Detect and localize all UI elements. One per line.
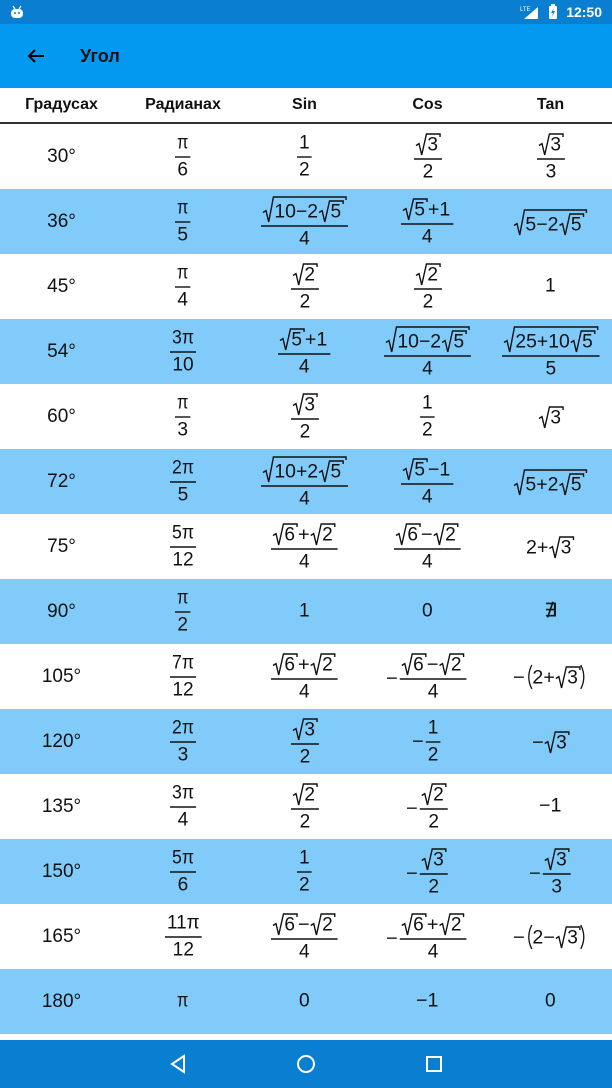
svg-text:10−2: 10−2 bbox=[274, 200, 319, 222]
svg-text:10: 10 bbox=[171, 353, 194, 375]
svg-text:4: 4 bbox=[421, 485, 433, 507]
sin-value bbox=[268, 520, 341, 574]
radian-value bbox=[175, 990, 191, 1013]
svg-text:LTE: LTE bbox=[520, 7, 531, 13]
svg-text:3: 3 bbox=[566, 666, 578, 688]
table-body bbox=[0, 124, 612, 1034]
svg-text:6: 6 bbox=[413, 653, 424, 675]
svg-text:3: 3 bbox=[177, 418, 189, 440]
table-row bbox=[0, 709, 612, 774]
sin-value-cell bbox=[243, 709, 366, 774]
svg-text:5: 5 bbox=[330, 460, 342, 482]
cos-value-cell bbox=[366, 644, 489, 709]
table-row bbox=[0, 644, 612, 709]
svg-text:3: 3 bbox=[426, 133, 438, 155]
tan-value-cell bbox=[489, 254, 612, 319]
sin-value bbox=[258, 453, 351, 511]
svg-text:12: 12 bbox=[171, 548, 194, 570]
sin-value-cell bbox=[243, 904, 366, 969]
table-row bbox=[0, 514, 612, 579]
svg-text:5π: 5π bbox=[171, 846, 194, 868]
degree-cell: 105° bbox=[41, 665, 82, 687]
svg-text:2π: 2π bbox=[171, 456, 194, 478]
svg-text:−: − bbox=[531, 732, 544, 754]
svg-text:5: 5 bbox=[581, 330, 593, 352]
table-row bbox=[0, 579, 612, 644]
degree-cell: 36° bbox=[47, 210, 76, 232]
tan-value bbox=[527, 845, 575, 899]
radian-value-cell bbox=[123, 124, 243, 189]
svg-text:2: 2 bbox=[303, 263, 315, 285]
degree-cell: 72° bbox=[47, 470, 76, 492]
lte-signal-icon bbox=[520, 4, 540, 20]
sin-value-cell bbox=[243, 644, 366, 709]
tan-value-cell bbox=[489, 839, 612, 904]
svg-text:−1: −1 bbox=[416, 990, 439, 1012]
radian-value bbox=[167, 327, 200, 377]
tan-value bbox=[530, 728, 572, 755]
svg-text:−: − bbox=[528, 863, 541, 885]
tan-value bbox=[542, 600, 560, 623]
degree-cell: 135° bbox=[41, 795, 82, 817]
back-triangle-icon bbox=[169, 1054, 187, 1074]
svg-text:4: 4 bbox=[427, 680, 439, 702]
svg-text:3: 3 bbox=[177, 743, 188, 765]
cos-value bbox=[411, 260, 445, 314]
tan-value-cell bbox=[489, 774, 612, 839]
sin-value bbox=[288, 390, 322, 444]
tan-value bbox=[512, 206, 589, 237]
nav-bar bbox=[0, 1040, 612, 1088]
svg-text:25+10: 25+10 bbox=[514, 330, 570, 352]
tan-value-cell bbox=[489, 449, 612, 514]
svg-text:1: 1 bbox=[299, 600, 310, 622]
tan-value bbox=[534, 130, 568, 184]
svg-text:−: − bbox=[512, 666, 525, 688]
radian-value-cell bbox=[123, 579, 243, 644]
cos-value-cell bbox=[366, 579, 489, 644]
svg-text:−: − bbox=[420, 523, 433, 545]
home-circle-icon bbox=[295, 1053, 317, 1075]
page-title: Угол bbox=[80, 46, 120, 66]
cos-value bbox=[384, 910, 471, 964]
cos-value-cell bbox=[366, 449, 489, 514]
svg-text:1: 1 bbox=[427, 716, 439, 738]
radian-value bbox=[172, 132, 194, 182]
radian-value-cell bbox=[123, 644, 243, 709]
header-sin: Sin bbox=[292, 96, 317, 113]
svg-text:+: + bbox=[426, 913, 439, 935]
degree-cell: 30° bbox=[47, 145, 76, 167]
svg-text:12: 12 bbox=[172, 938, 194, 960]
svg-text:−: − bbox=[405, 863, 418, 885]
sin-value-cell bbox=[243, 384, 366, 449]
nav-home-button[interactable] bbox=[286, 1048, 326, 1080]
svg-text:2: 2 bbox=[427, 743, 439, 765]
svg-text:12: 12 bbox=[171, 678, 194, 700]
table-row bbox=[0, 904, 612, 969]
degree-cell: 165° bbox=[41, 925, 82, 947]
cos-value-cell bbox=[366, 254, 489, 319]
sin-value bbox=[294, 847, 315, 897]
svg-text:1: 1 bbox=[422, 391, 433, 413]
radian-value bbox=[172, 262, 194, 312]
svg-text:2: 2 bbox=[422, 290, 433, 312]
svg-text:2: 2 bbox=[299, 420, 310, 442]
svg-text:2: 2 bbox=[177, 613, 189, 635]
svg-text:5: 5 bbox=[570, 214, 582, 236]
svg-text:5: 5 bbox=[330, 200, 342, 222]
svg-text:−: − bbox=[405, 798, 418, 820]
svg-text:π: π bbox=[177, 586, 189, 608]
cos-value bbox=[404, 845, 452, 899]
battery-charging-icon bbox=[548, 4, 558, 20]
tan-value-cell bbox=[489, 709, 612, 774]
svg-text:6: 6 bbox=[284, 523, 296, 545]
svg-text:2: 2 bbox=[426, 263, 438, 285]
header-tan: Tan bbox=[536, 96, 565, 113]
svg-text:3: 3 bbox=[545, 160, 556, 182]
table-row bbox=[0, 774, 612, 839]
degree-cell: 150° bbox=[41, 860, 82, 882]
sin-value bbox=[294, 132, 315, 182]
svg-text:4: 4 bbox=[421, 225, 433, 247]
svg-text:4: 4 bbox=[177, 288, 189, 310]
table-row bbox=[0, 254, 612, 319]
svg-text:5: 5 bbox=[453, 330, 465, 352]
svg-text:2: 2 bbox=[322, 913, 333, 935]
sin-value-cell bbox=[243, 189, 366, 254]
radian-value-cell bbox=[123, 514, 243, 579]
svg-text:6: 6 bbox=[413, 913, 424, 935]
svg-text:2: 2 bbox=[427, 875, 439, 897]
header-radians: Радианах bbox=[145, 96, 221, 113]
cos-value bbox=[404, 780, 452, 834]
sin-value-cell bbox=[243, 774, 366, 839]
radian-value-cell bbox=[123, 449, 243, 514]
nav-back-button[interactable] bbox=[158, 1048, 198, 1080]
sin-value bbox=[268, 910, 341, 964]
svg-text:5: 5 bbox=[177, 483, 188, 505]
svg-text:2: 2 bbox=[427, 810, 439, 832]
table-row bbox=[0, 189, 612, 254]
trig-table bbox=[0, 88, 612, 1034]
status-bar bbox=[0, 0, 612, 24]
svg-text:2: 2 bbox=[422, 160, 433, 182]
cos-value bbox=[381, 323, 474, 381]
svg-text:+1: +1 bbox=[304, 328, 328, 350]
radian-value bbox=[172, 392, 194, 442]
svg-text:4: 4 bbox=[177, 808, 189, 830]
svg-text:3: 3 bbox=[555, 732, 567, 754]
cos-value-cell bbox=[366, 124, 489, 189]
svg-text:1: 1 bbox=[299, 846, 310, 868]
svg-text:4: 4 bbox=[299, 550, 311, 572]
svg-text:6: 6 bbox=[177, 873, 188, 895]
tan-value-cell bbox=[489, 189, 612, 254]
svg-text:+: + bbox=[297, 523, 310, 545]
svg-text:3: 3 bbox=[566, 926, 578, 948]
radian-value bbox=[172, 197, 194, 247]
radian-value-cell bbox=[123, 189, 243, 254]
svg-text:5: 5 bbox=[414, 458, 426, 480]
svg-text:∄: ∄ bbox=[543, 600, 557, 622]
sin-value bbox=[297, 990, 312, 1013]
svg-text:5: 5 bbox=[414, 198, 426, 220]
svg-text:−1: −1 bbox=[539, 795, 562, 817]
svg-text:−: − bbox=[426, 653, 439, 675]
sin-value-cell bbox=[243, 124, 366, 189]
svg-text:4: 4 bbox=[427, 940, 439, 962]
radian-value bbox=[167, 782, 200, 832]
cos-value-cell bbox=[366, 904, 489, 969]
svg-text:2: 2 bbox=[299, 290, 310, 312]
recents-square-icon bbox=[424, 1054, 444, 1074]
degree-cell: 180° bbox=[41, 990, 82, 1012]
table-row bbox=[0, 319, 612, 384]
arrow-left-icon bbox=[26, 46, 46, 66]
svg-text:π: π bbox=[177, 196, 189, 218]
sin-value bbox=[268, 650, 341, 704]
table-row bbox=[0, 839, 612, 904]
svg-text:−: − bbox=[412, 731, 424, 753]
tan-value-cell bbox=[489, 514, 612, 579]
svg-text:2+: 2+ bbox=[531, 666, 555, 688]
radian-value bbox=[167, 717, 200, 767]
radian-value-cell bbox=[123, 839, 243, 904]
cos-value-cell bbox=[366, 384, 489, 449]
svg-text:3: 3 bbox=[560, 537, 572, 559]
cos-value bbox=[414, 990, 441, 1013]
svg-text:+1: +1 bbox=[427, 198, 451, 220]
cos-value-cell bbox=[366, 969, 489, 1034]
table-row bbox=[0, 449, 612, 514]
cos-value-cell bbox=[366, 709, 489, 774]
svg-text:1: 1 bbox=[545, 275, 556, 297]
svg-text:0: 0 bbox=[422, 600, 433, 622]
radian-value-cell bbox=[123, 709, 243, 774]
sin-value bbox=[288, 260, 322, 314]
svg-text:5π: 5π bbox=[171, 521, 194, 543]
sin-value bbox=[288, 715, 322, 769]
cos-value bbox=[398, 195, 457, 249]
cos-value-cell bbox=[366, 839, 489, 904]
svg-text:2: 2 bbox=[322, 523, 333, 545]
radian-value-cell bbox=[123, 254, 243, 319]
cos-value-cell bbox=[366, 514, 489, 579]
svg-text:6: 6 bbox=[284, 913, 296, 935]
radian-value-cell bbox=[123, 904, 243, 969]
tan-value bbox=[511, 663, 591, 691]
svg-text:π: π bbox=[177, 391, 189, 413]
svg-text:2: 2 bbox=[299, 158, 310, 180]
svg-text:3: 3 bbox=[432, 848, 444, 870]
svg-text:5: 5 bbox=[544, 357, 556, 379]
svg-text:3π: 3π bbox=[171, 781, 194, 803]
tan-value-cell bbox=[489, 904, 612, 969]
back-button[interactable] bbox=[16, 34, 56, 78]
tan-value bbox=[543, 990, 558, 1013]
tan-value bbox=[537, 795, 564, 818]
svg-text:10−2: 10−2 bbox=[397, 330, 442, 352]
degree-cell: 54° bbox=[47, 340, 76, 362]
svg-text:5: 5 bbox=[177, 223, 189, 245]
sin-value-cell bbox=[243, 254, 366, 319]
svg-text:2: 2 bbox=[445, 523, 456, 545]
tan-value-cell bbox=[489, 644, 612, 709]
svg-text:3: 3 bbox=[555, 848, 567, 870]
svg-text:2: 2 bbox=[422, 418, 433, 440]
svg-text:5−2: 5−2 bbox=[525, 214, 559, 236]
svg-text:4: 4 bbox=[298, 355, 310, 377]
tan-value-cell bbox=[489, 319, 612, 384]
svg-text:3: 3 bbox=[550, 875, 562, 897]
svg-text:+: + bbox=[297, 653, 310, 675]
svg-text:4: 4 bbox=[299, 940, 311, 962]
sin-value-cell bbox=[243, 579, 366, 644]
svg-text:3: 3 bbox=[303, 393, 315, 415]
cos-value-cell bbox=[366, 319, 489, 384]
svg-text:−: − bbox=[386, 668, 398, 690]
sin-value-cell bbox=[243, 449, 366, 514]
svg-text:3: 3 bbox=[549, 133, 561, 155]
radian-value-cell bbox=[123, 969, 243, 1034]
sin-value bbox=[297, 600, 312, 623]
radian-value bbox=[167, 457, 200, 507]
degree-cell: 90° bbox=[47, 600, 76, 622]
tan-value bbox=[524, 533, 577, 560]
svg-text:0: 0 bbox=[299, 990, 310, 1012]
svg-text:2: 2 bbox=[303, 783, 315, 805]
header-cos: Cos bbox=[412, 96, 443, 113]
svg-text:0: 0 bbox=[545, 990, 556, 1012]
svg-text:−: − bbox=[386, 928, 398, 950]
sin-value-cell bbox=[243, 319, 366, 384]
svg-text:2−: 2− bbox=[531, 926, 555, 948]
cos-value bbox=[420, 600, 435, 623]
sin-value bbox=[275, 325, 334, 379]
svg-text:6: 6 bbox=[284, 653, 296, 675]
svg-text:4: 4 bbox=[422, 357, 434, 379]
degree-cell: 75° bbox=[47, 535, 76, 557]
cos-value bbox=[410, 717, 445, 767]
svg-text:4: 4 bbox=[299, 487, 311, 509]
radian-value bbox=[167, 847, 200, 897]
degree-cell: 60° bbox=[47, 405, 76, 427]
svg-text:π: π bbox=[177, 131, 189, 153]
svg-text:4: 4 bbox=[299, 680, 311, 702]
svg-text:−1: −1 bbox=[427, 458, 451, 480]
cos-value bbox=[398, 455, 457, 509]
tan-value bbox=[511, 923, 591, 951]
cos-value bbox=[384, 650, 471, 704]
table-row bbox=[0, 384, 612, 449]
radian-value bbox=[162, 912, 205, 962]
svg-text:5: 5 bbox=[291, 328, 303, 350]
svg-text:π: π bbox=[177, 990, 189, 1012]
tan-value-cell bbox=[489, 969, 612, 1034]
tan-value bbox=[543, 275, 558, 298]
svg-text:2π: 2π bbox=[171, 716, 194, 738]
radian-value-cell bbox=[123, 319, 243, 384]
header-degrees: Градусах bbox=[25, 96, 98, 113]
table-header bbox=[0, 88, 612, 124]
status-time: 12:50 bbox=[566, 4, 602, 20]
svg-text:2: 2 bbox=[299, 810, 310, 832]
app-bar bbox=[0, 24, 612, 88]
radian-value bbox=[167, 652, 200, 702]
cos-value bbox=[417, 392, 438, 442]
tan-value bbox=[499, 323, 603, 381]
svg-text:2: 2 bbox=[450, 913, 462, 935]
radian-value bbox=[172, 587, 194, 637]
android-icon bbox=[10, 5, 24, 19]
svg-text:6: 6 bbox=[407, 523, 419, 545]
cos-value-cell bbox=[366, 189, 489, 254]
cos-value bbox=[411, 130, 445, 184]
sin-value bbox=[288, 780, 322, 834]
svg-text:4: 4 bbox=[299, 227, 311, 249]
svg-text:1: 1 bbox=[299, 131, 310, 153]
degree-cell: 45° bbox=[47, 275, 76, 297]
nav-recents-button[interactable] bbox=[414, 1048, 454, 1080]
sin-value bbox=[258, 193, 351, 251]
svg-text:5: 5 bbox=[570, 474, 582, 496]
tan-value-cell bbox=[489, 384, 612, 449]
cos-value-cell bbox=[366, 774, 489, 839]
degree-cell: 120° bbox=[41, 730, 82, 752]
svg-text:2+: 2+ bbox=[526, 537, 549, 559]
svg-text:6: 6 bbox=[177, 158, 189, 180]
svg-text:7π: 7π bbox=[171, 651, 194, 673]
table-row bbox=[0, 124, 612, 189]
radian-value bbox=[167, 522, 200, 572]
tan-value-cell bbox=[489, 579, 612, 644]
svg-text:2: 2 bbox=[432, 783, 444, 805]
radian-value-cell bbox=[123, 384, 243, 449]
svg-text:11π: 11π bbox=[166, 911, 200, 933]
tan-value-cell bbox=[489, 124, 612, 189]
svg-text:2: 2 bbox=[322, 653, 333, 675]
svg-text:2: 2 bbox=[299, 873, 310, 895]
table-row bbox=[0, 969, 612, 1034]
sin-value-cell bbox=[243, 514, 366, 579]
tan-value bbox=[537, 403, 565, 430]
svg-text:3: 3 bbox=[549, 407, 561, 429]
svg-text:10+2: 10+2 bbox=[274, 460, 319, 482]
svg-text:3π: 3π bbox=[171, 326, 194, 348]
svg-text:3: 3 bbox=[303, 718, 315, 740]
cos-value bbox=[391, 520, 464, 574]
radian-value-cell bbox=[123, 774, 243, 839]
sin-value-cell bbox=[243, 839, 366, 904]
svg-text:2: 2 bbox=[299, 745, 310, 767]
svg-text:−: − bbox=[297, 913, 310, 935]
svg-text:π: π bbox=[177, 261, 189, 283]
tan-value bbox=[512, 466, 589, 497]
svg-text:5+2: 5+2 bbox=[525, 474, 559, 496]
svg-text:2: 2 bbox=[450, 653, 462, 675]
svg-text:−: − bbox=[512, 926, 525, 948]
sin-value-cell bbox=[243, 969, 366, 1034]
svg-text:4: 4 bbox=[422, 550, 434, 572]
